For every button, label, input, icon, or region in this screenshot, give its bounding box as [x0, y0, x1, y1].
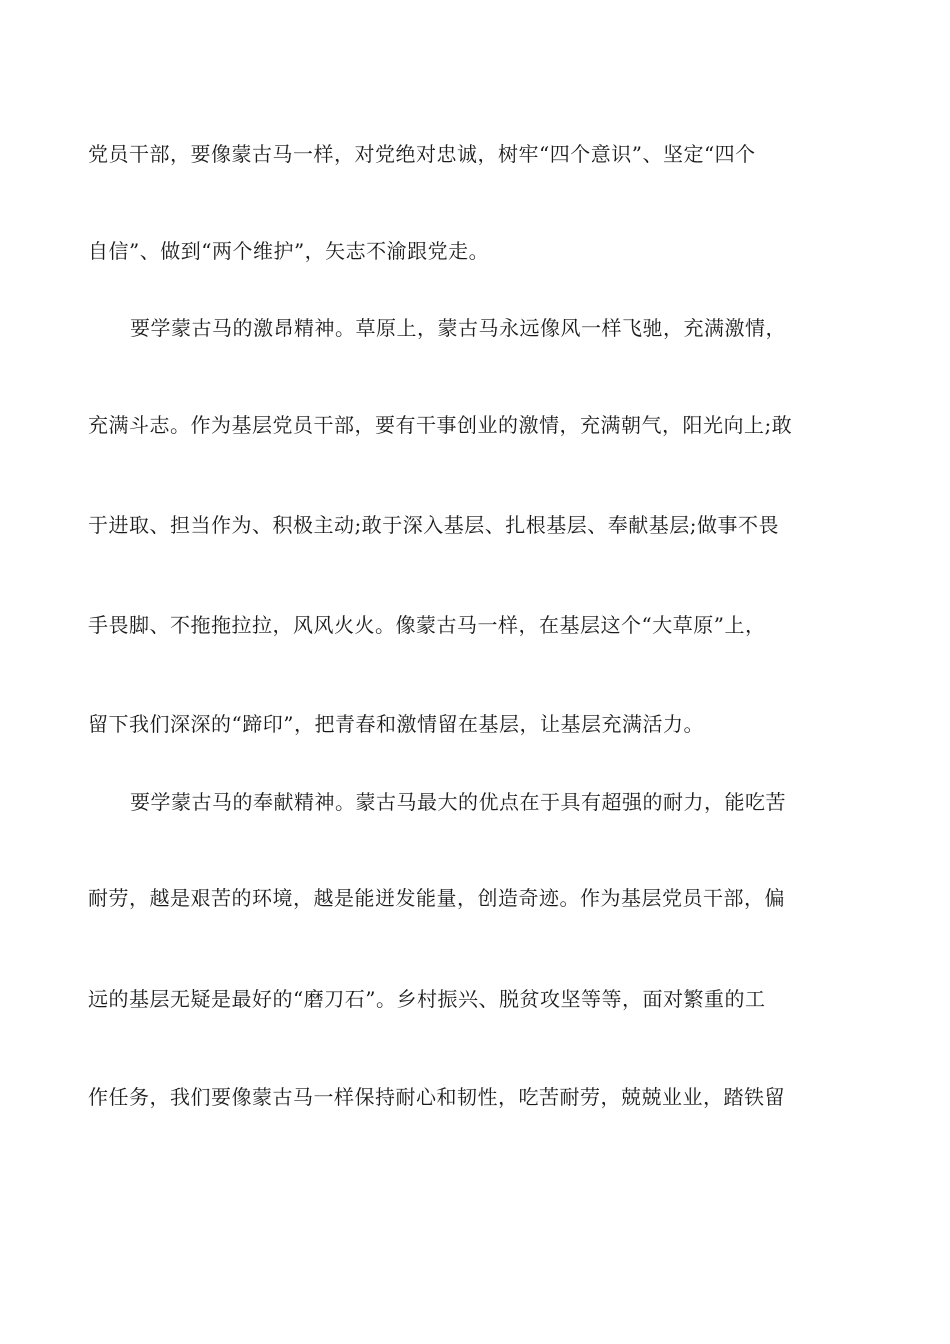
- text-line: 党员干部，要像蒙古马一样，对党绝对忠诚，树牢“四个意识”、坚定“四个: [88, 142, 756, 166]
- paragraph-first-line: 要学蒙古马的激昂精神。草原上，蒙古马永远像风一样飞驰，充满激情，: [130, 316, 786, 340]
- text-line: 远的基层无疑是最好的“磨刀石”。乡村振兴、脱贫攻坚等等，面对繁重的工: [88, 987, 766, 1011]
- text-line: 留下我们深深的“蹄印”，把青春和激情留在基层，让基层充满活力。: [88, 712, 704, 736]
- text-line: 手畏脚、不拖拖拉拉，风风火火。像蒙古马一样，在基层这个“大草原”上，: [88, 613, 766, 637]
- text-line: 自信”、做到“两个维护”，矢志不渝跟党走。: [88, 239, 490, 263]
- text-line: 作任务，我们要像蒙古马一样保持耐心和韧性，吃苦耐劳，兢兢业业，踏铁留: [88, 1085, 785, 1109]
- paragraph-first-line: 要学蒙古马的奉献精神。蒙古马最大的优点在于具有超强的耐力，能吃苦: [130, 790, 786, 814]
- text-line: 于进取、担当作为、积极主动;敢于深入基层、扎根基层、奉献基层;做事不畏: [88, 513, 779, 537]
- text-line: 耐劳，越是艰苦的环境，越是能迸发能量，创造奇迹。作为基层党员干部，偏: [88, 886, 785, 910]
- text-line: 充满斗志。作为基层党员干部，要有干事创业的激情，充满朝气，阳光向上;敢: [88, 413, 793, 437]
